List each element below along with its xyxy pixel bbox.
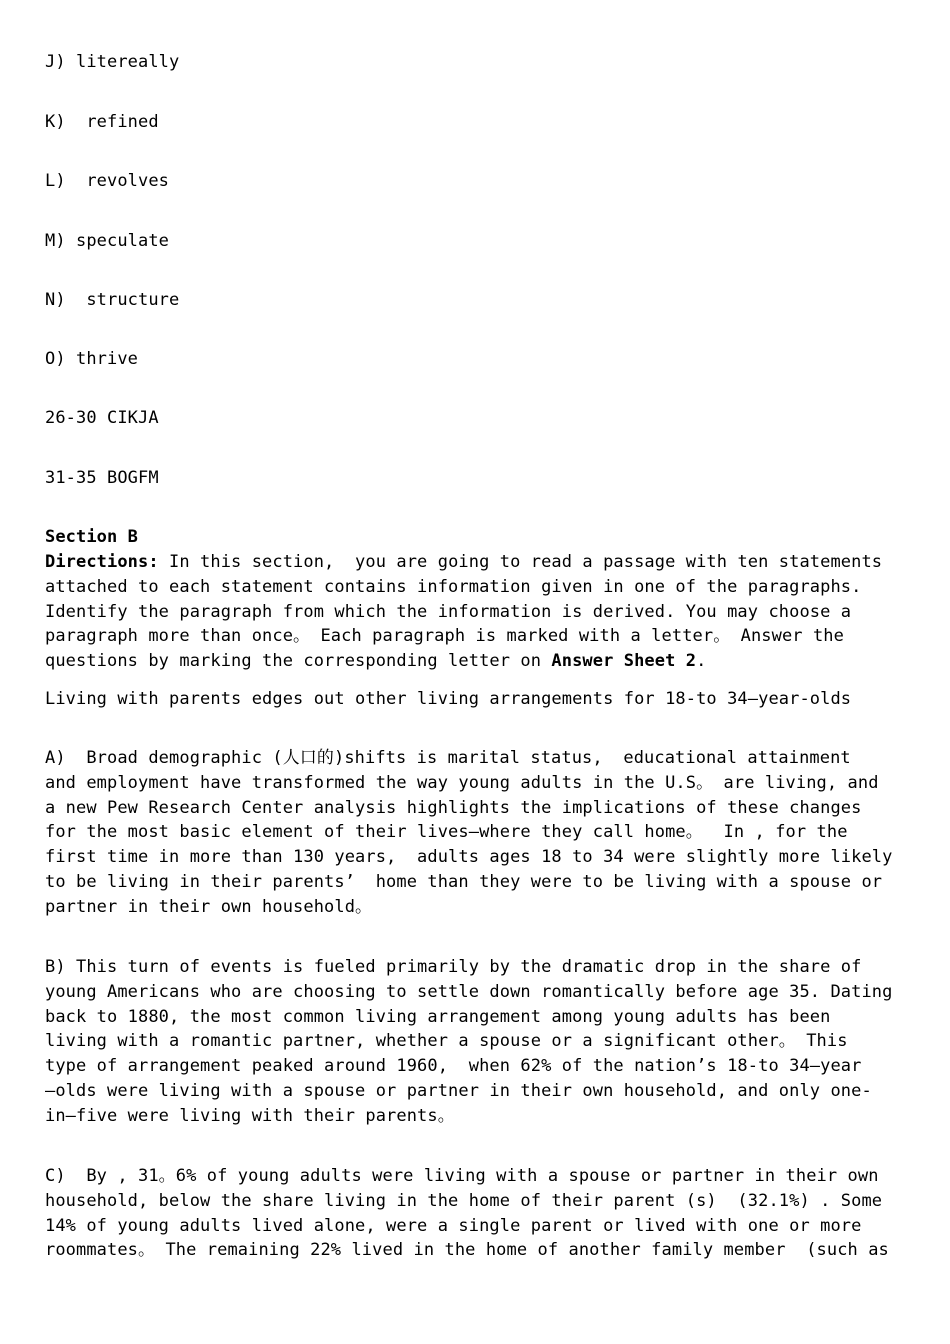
- directions-end: .: [696, 651, 707, 672]
- option-l: L) revolves: [45, 171, 170, 191]
- option-n: N) structure: [45, 290, 180, 310]
- answer-sheet-label: Answer Sheet 2: [551, 651, 697, 672]
- answer-key-31-35: 31-35 BOGFM: [45, 468, 159, 488]
- paragraph-c: C) By , 31。6% of young adults were living with a spouse or partner in their own household, below the share living in the home of their parent (s) (32.1%) . Some 14% of young adults lived alone, were a single parent or lived with one or more roommates。 The remaining 22% lived in the home of another family member (such as: [45, 1166, 889, 1261]
- directions-text: In this section, you are going to read a passage with ten statements attached to each statement contains information given in one of the paragraphs. Identify the paragraph from which the information is derived. You may choose a paragraph more than once。 Each paragraph is marked with a letter。 Answer the questions by marking the corresponding letter on: [45, 552, 883, 672]
- option-o: O) thrive: [45, 349, 139, 369]
- paragraph-a: A) Broad demographic (人口的)shifts is marital status, educational attainment and employment have transformed the way young adults in the U.S。 are living, and a new Pew Research Center analysis highlights the implications of these changes for the most basic element of their lives—where they call home。 In , for the first time in more than 130 years, adults ages 18 to 34 were slightly more likely to be living in their parents’ home than they were to be living with a spouse or partner in their own household。: [45, 748, 893, 917]
- option-j: J) litereally: [45, 52, 180, 72]
- passage-title: Living with parents edges out other living arrangements for 18-to 34—year-olds: [45, 689, 852, 709]
- section-heading: Section B: [45, 527, 139, 547]
- directions-label: Directions:: [45, 552, 159, 572]
- section-directions: [45, 550, 905, 674]
- option-k: K) refined: [45, 112, 159, 132]
- paragraph-b: B) This turn of events is fueled primarily by the dramatic drop in the share of young Americans who are choosing to settle down romantically before age 35. Dating back to 1880, the most common living arrangement among young adults has been living with a romantic partner, whether a spouse or a significant other。 This type of arrangement peaked around 1960, when 62% of the nation’s 18-to 34—year —olds were living with a spouse or partner in their own household, and only one- in—five were living with their parents。: [45, 957, 893, 1126]
- option-m: M) speculate: [45, 231, 170, 251]
- answer-key-26-30: 26-30 CIKJA: [45, 408, 159, 428]
